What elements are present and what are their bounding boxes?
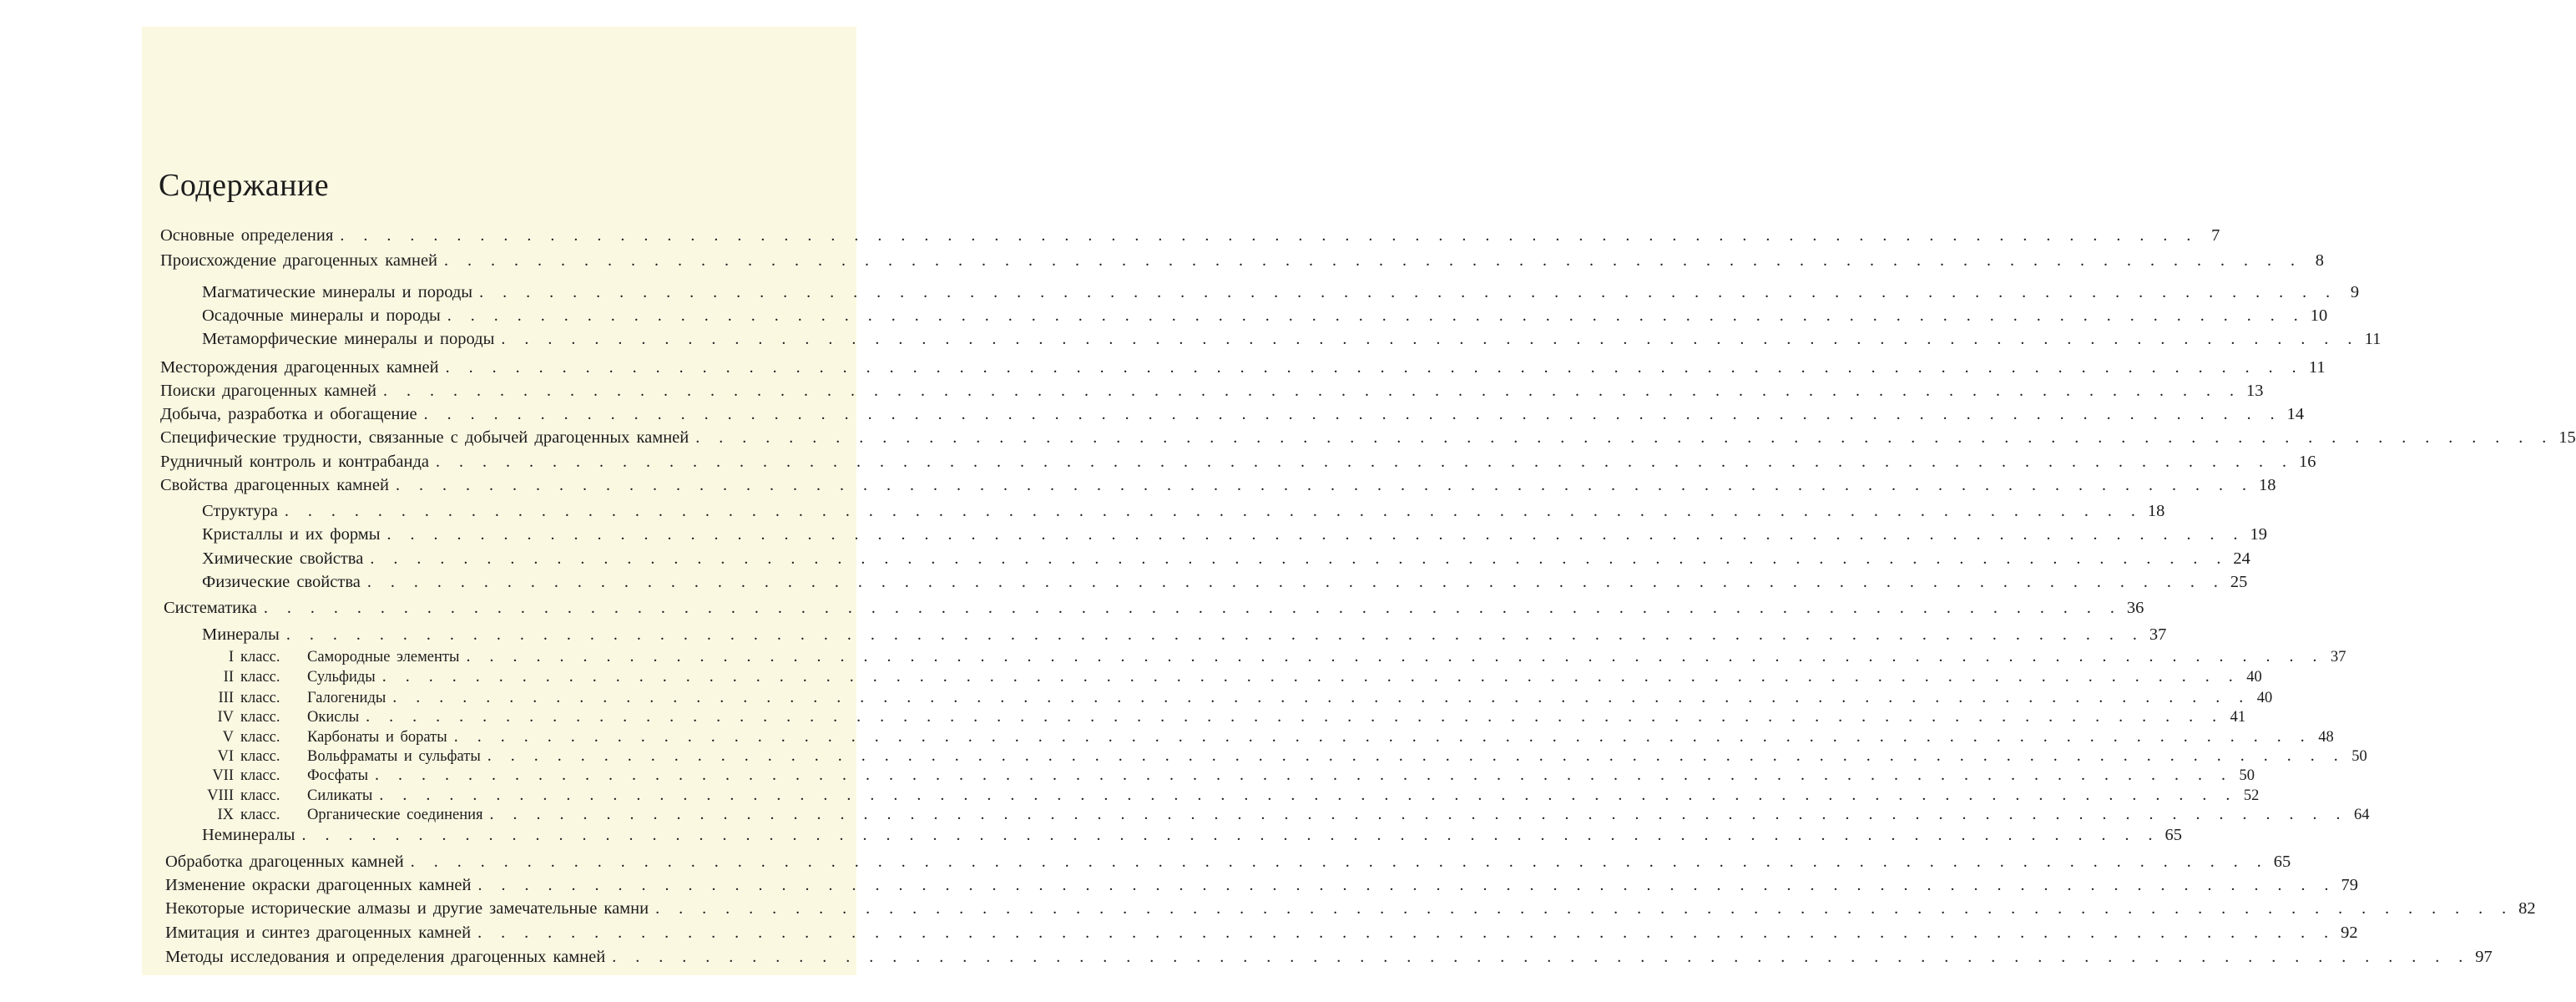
leader-dots: . . . . . . . . . . . . . . . . . . . . . . . . . . . . . . . . . . . . . . . . . . . . . . . . . . . . . . . . . . . . . . . . . . . . . . . . . . . . . . . . bbox=[284, 502, 2143, 520]
toc-entry bbox=[165, 845, 2291, 871]
toc-entry-label: Карбонаты и бораты bbox=[307, 728, 447, 746]
leader-dots: . . . . . . . . . . . . . . . . . . . . . . . . . . . . . . . . . . . . . . . . . . . . . . . . . . . . . . . . . . . . . . . . . . . . . . . . . . . . . . . . bbox=[453, 727, 2312, 746]
toc-class-word: класс. bbox=[240, 728, 280, 746]
toc-entry-label: Метаморфические минералы и породы bbox=[202, 329, 495, 348]
toc-class-word: класс. bbox=[240, 689, 280, 706]
toc-class-numeral: VIII bbox=[207, 787, 234, 804]
leader-dots: . . . . . . . . . . . . . . . . . . . . . . . . . . . . . . . . . . . . . . . . . . . . . . . . . . . . . . . . . . . . . . . . . . . . . . . . . . . . . . . . bbox=[489, 805, 2348, 823]
toc-class-word: класс. bbox=[240, 806, 280, 823]
leader-dots: . . . . . . . . . . . . . . . . . . . . . . . . . . . . . . . . . . . . . . . . . . . . . . . . . . . . . . . . . . . . . . . . . . . . . . . . . . . . . . . . bbox=[379, 786, 2238, 804]
leader-dots: . . . . . . . . . . . . . . . . . . . . . . . . . . . . . . . . . . . . . . . . . . . . . . . . . . . . . . . . . . . . . . . . . . . . . . . . . . . . . . . . bbox=[477, 924, 2336, 942]
toc-page-number: 11 bbox=[2308, 357, 2326, 377]
toc-entry-label: Самородные элементы bbox=[307, 648, 460, 665]
toc-page-number: 41 bbox=[2230, 708, 2246, 726]
toc-page-number: 18 bbox=[2258, 475, 2276, 494]
toc-page-number: 65 bbox=[2164, 825, 2182, 844]
leader-dots: . . . . . . . . . . . . . . . . . . . . . . . . . . . . . . . . . . . . . . . . . . . . . . . . . . . . . . . . . . . . . . . . . . . . . . . . . . . . . . . . bbox=[386, 525, 2245, 544]
toc-class-word: класс. bbox=[240, 787, 280, 804]
toc-entry bbox=[164, 591, 2144, 617]
leader-dots: . . . . . . . . . . . . . . . . . . . . . . . . . . . . . . . . . . . . . . . . . . . . . . . . . . . . . . . . . . . . . . . . . . . . . . . . . . . . . . . . bbox=[444, 251, 2303, 270]
toc-page-number: 15 bbox=[2558, 428, 2576, 447]
leader-dots: . . . . . . . . . . . . . . . . . . . . . . . . . . . . . . . . . . . . . . . . . . . . . . . . . . . . . . . . . . . . . . . . . . . . . . . . . . . . . . . . bbox=[366, 573, 2225, 591]
toc-entry-label: Органические соединения bbox=[307, 806, 483, 823]
leader-dots: . . . . . . . . . . . . . . . . . . . . . . . . . . . . . . . . . . . . . . . . . . . . . . . . . . . . . . . . . . . . . . . . . . . . . . . . . . . . . . . . bbox=[375, 766, 2233, 784]
toc-page-number: 25 bbox=[2230, 572, 2248, 591]
toc-page-number: 65 bbox=[2273, 852, 2291, 871]
leader-dots: . . . . . . . . . . . . . . . . . . . . . . . . . . . . . . . . . . . . . . . . . . . . . . . . . . . . . . . . . . . . . . . . . . . . . . . . . . . . . . . . bbox=[477, 876, 2336, 894]
toc-entry-label: Неминералы bbox=[202, 825, 295, 844]
toc-entry-label: Специфические трудности, связанные с добычей драгоценных камней bbox=[160, 428, 689, 447]
toc-page-number: 13 bbox=[2246, 381, 2264, 400]
toc-entry bbox=[202, 299, 2328, 325]
toc-entry bbox=[160, 374, 2264, 400]
leader-dots: . . . . . . . . . . . . . . . . . . . . . . . . . . . . . . . . . . . . . . . . . . . . . . . . . . . . . . . . . . . . . . . . . . . . . . . . . . . . . . . . bbox=[366, 707, 2225, 726]
toc-page-number: 37 bbox=[2330, 648, 2346, 665]
toc-class-word: класс. bbox=[240, 767, 280, 784]
toc-entry bbox=[202, 494, 2165, 520]
toc-page-number: 11 bbox=[2364, 329, 2382, 348]
toc-entry-label: Химические свойства bbox=[202, 549, 364, 568]
leader-dots: . . . . . . . . . . . . . . . . . . . . . . . . . . . . . . . . . . . . . . . . . . . . . . . . . . . . . . . . . . . . . . . . . . . . . . . . . . . . . . . . bbox=[487, 746, 2346, 765]
toc-entry-label: Галогениды bbox=[307, 689, 386, 706]
toc-entry bbox=[160, 351, 2326, 377]
toc-page-number: 36 bbox=[2126, 598, 2144, 617]
toc-entry-label: Фосфаты bbox=[307, 767, 368, 784]
toc-entry bbox=[202, 276, 2360, 301]
leader-dots: . . . . . . . . . . . . . . . . . . . . . . . . . . . . . . . . . . . . . . . . . . . . . . . . . . . . . . . . . . . . . . . . . . . . . . . . . . . . . . . . bbox=[612, 948, 2471, 966]
leader-dots: . . . . . . . . . . . . . . . . . . . . . . . . . . . . . . . . . . . . . . . . . . . . . . . . . . . . . . . . . . . . . . . . . . . . . . . . . . . . . . . . bbox=[381, 667, 2240, 686]
toc-entry bbox=[160, 219, 2220, 245]
toc-entry bbox=[202, 518, 2267, 544]
toc-page-number: 64 bbox=[2354, 806, 2370, 823]
leader-dots: . . . . . . . . . . . . . . . . . . . . . . . . . . . . . . . . . . . . . . . . . . . . . . . . . . . . . . . . . . . . . . . . . . . . . . . . . . . . . . . . bbox=[466, 647, 2325, 665]
toc-entry-label: Месторождения драгоценных камней bbox=[160, 357, 439, 377]
leader-dots: . . . . . . . . . . . . . . . . . . . . . . . . . . . . . . . . . . . . . . . . . . . . . . . . . . . . . . . . . . . . . . . . . . . . . . . . . . . . . . . . bbox=[423, 405, 2282, 423]
toc-entry-label: Происхождение драгоценных камней bbox=[160, 250, 438, 270]
toc-page-number: 24 bbox=[2233, 549, 2250, 568]
toc-class-numeral: IV bbox=[217, 708, 234, 726]
toc-page-number: 97 bbox=[2475, 947, 2493, 966]
toc-entry-label: Изменение окраски драгоценных камней bbox=[165, 875, 472, 894]
toc-page-number: 8 bbox=[2315, 250, 2325, 270]
toc-entry-label: Сульфиды bbox=[307, 668, 376, 686]
toc-class-numeral: I bbox=[228, 648, 234, 665]
toc-entry-label: Обработка драгоценных камней bbox=[165, 852, 404, 871]
toc-entry-label: Поиски драгоценных камней bbox=[160, 381, 377, 400]
toc-entry bbox=[165, 892, 2536, 918]
toc-entry-label: Кристаллы и их формы bbox=[202, 524, 381, 544]
toc-entry-label: Систематика bbox=[164, 598, 257, 617]
leader-dots: . . . . . . . . . . . . . . . . . . . . . . . . . . . . . . . . . . . . . . . . . . . . . . . . . . . . . . . . . . . . . . . . . . . . . . . . . . . . . . . . bbox=[301, 826, 2160, 844]
toc-entry-label: Основные определения bbox=[160, 225, 334, 245]
toc-entry-label: Некоторые исторические алмазы и другие замечательные камни bbox=[165, 898, 649, 918]
leader-dots: . . . . . . . . . . . . . . . . . . . . . . . . . . . . . . . . . . . . . . . . . . . . . . . . . . . . . . . . . . . . . . . . . . . . . . . . . . . . . . . . bbox=[340, 226, 2199, 245]
toc-entry bbox=[165, 940, 2493, 966]
toc-page-number: 10 bbox=[2310, 306, 2328, 325]
toc-entry bbox=[165, 868, 2358, 894]
leader-dots: . . . . . . . . . . . . . . . . . . . . . . . . . . . . . . . . . . . . . . . . . . . . . . . . . . . . . . . . . . . . . . . . . . . . . . . . . . . . . . . . bbox=[395, 476, 2254, 494]
toc-page-number: 16 bbox=[2299, 452, 2316, 471]
toc-page-number: 14 bbox=[2286, 404, 2305, 423]
toc-class-word: класс. bbox=[240, 708, 280, 726]
toc-entry bbox=[202, 542, 2250, 568]
toc-class-numeral: VII bbox=[212, 767, 234, 784]
toc-class-numeral: II bbox=[223, 668, 234, 686]
toc-entry bbox=[202, 818, 2182, 844]
toc-entry bbox=[160, 421, 2576, 447]
toc-page-number: 19 bbox=[2250, 524, 2267, 544]
toc-entry-label: Магматические минералы и породы bbox=[202, 282, 473, 301]
toc-entry-label: Физические свойства bbox=[202, 572, 361, 591]
toc-entry bbox=[202, 322, 2382, 348]
toc-page-number: 50 bbox=[2351, 747, 2367, 765]
toc-page-number: 40 bbox=[2246, 668, 2262, 686]
toc-page-number: 48 bbox=[2318, 728, 2334, 746]
leader-dots: . . . . . . . . . . . . . . . . . . . . . . . . . . . . . . . . . . . . . . . . . . . . . . . . . . . . . . . . . . . . . . . . . . . . . . . . . . . . . . . . bbox=[695, 428, 2554, 447]
toc-entry bbox=[202, 565, 2248, 591]
toc-entry-label: Осадочные минералы и породы bbox=[202, 306, 441, 325]
toc-entry-label: Имитация и синтез драгоценных камней bbox=[165, 923, 472, 942]
toc-page-number: 40 bbox=[2256, 689, 2273, 706]
toc-entry-label: Окислы bbox=[307, 708, 360, 726]
toc-entry-label: Силикаты bbox=[307, 787, 373, 804]
toc-entry-label: Вольфраматы и сульфаты bbox=[307, 747, 481, 765]
leader-dots: . . . . . . . . . . . . . . . . . . . . . . . . . . . . . . . . . . . . . . . . . . . . . . . . . . . . . . . . . . . . . . . . . . . . . . . . . . . . . . . . bbox=[263, 599, 2122, 617]
toc-entry-label: Свойства драгоценных камней bbox=[160, 475, 389, 494]
toc-entry-label: Минералы bbox=[202, 625, 280, 644]
toc-page-number: 37 bbox=[2149, 625, 2167, 644]
leader-dots: . . . . . . . . . . . . . . . . . . . . . . . . . . . . . . . . . . . . . . . . . . . . . . . . . . . . . . . . . . . . . . . . . . . . . . . . . . . . . . . . bbox=[370, 549, 2229, 568]
toc-entry bbox=[165, 916, 2358, 942]
toc-class-numeral: IX bbox=[217, 806, 234, 823]
toc-class-word: класс. bbox=[240, 648, 280, 665]
toc-entry bbox=[160, 445, 2316, 471]
leader-dots: . . . . . . . . . . . . . . . . . . . . . . . . . . . . . . . . . . . . . . . . . . . . . . . . . . . . . . . . . . . . . . . . . . . . . . . . . . . . . . . . bbox=[479, 283, 2338, 301]
toc-class-word: класс. bbox=[240, 747, 280, 765]
leader-dots: . . . . . . . . . . . . . . . . . . . . . . . . . . . . . . . . . . . . . . . . . . . . . . . . . . . . . . . . . . . . . . . . . . . . . . . . . . . . . . . . bbox=[655, 899, 2514, 918]
toc-entry-label: Методы исследования и определения драгоценных камней bbox=[165, 947, 606, 966]
leader-dots: . . . . . . . . . . . . . . . . . . . . . . . . . . . . . . . . . . . . . . . . . . . . . . . . . . . . . . . . . . . . . . . . . . . . . . . . . . . . . . . . bbox=[285, 625, 2144, 644]
toc-page-number: 18 bbox=[2147, 501, 2165, 520]
toc-entry-label: Структура bbox=[202, 501, 278, 520]
toc-page-number: 7 bbox=[2211, 225, 2220, 245]
leader-dots: . . . . . . . . . . . . . . . . . . . . . . . . . . . . . . . . . . . . . . . . . . . . . . . . . . . . . . . . . . . . . . . . . . . . . . . . . . . . . . . . bbox=[410, 853, 2269, 871]
leader-dots: . . . . . . . . . . . . . . . . . . . . . . . . . . . . . . . . . . . . . . . . . . . . . . . . . . . . . . . . . . . . . . . . . . . . . . . . . . . . . . . . bbox=[392, 688, 2251, 706]
toc-entry bbox=[160, 244, 2325, 270]
toc-entry-label: Добыча, разработка и обогащение bbox=[160, 404, 417, 423]
toc-entry bbox=[160, 468, 2276, 494]
toc-class-word: класс. bbox=[240, 668, 280, 686]
toc-page-number: 9 bbox=[2350, 282, 2360, 301]
toc-page-number: 92 bbox=[2341, 923, 2358, 942]
toc-entry bbox=[160, 397, 2305, 423]
leader-dots: . . . . . . . . . . . . . . . . . . . . . . . . . . . . . . . . . . . . . . . . . . . . . . . . . . . . . . . . . . . . . . . . . . . . . . . . . . . . . . . . bbox=[383, 382, 2242, 400]
toc-page-number: 79 bbox=[2341, 875, 2358, 894]
toc-class-numeral: V bbox=[222, 728, 234, 746]
toc-page-number: 52 bbox=[2243, 787, 2260, 804]
page-title: Содержание bbox=[159, 168, 330, 203]
leader-dots: . . . . . . . . . . . . . . . . . . . . . . . . . . . . . . . . . . . . . . . . . . . . . . . . . . . . . . . . . . . . . . . . . . . . . . . . . . . . . . . . bbox=[447, 306, 2306, 325]
leader-dots: . . . . . . . . . . . . . . . . . . . . . . . . . . . . . . . . . . . . . . . . . . . . . . . . . . . . . . . . . . . . . . . . . . . . . . . . . . . . . . . . bbox=[436, 453, 2294, 471]
toc-page-number: 50 bbox=[2239, 767, 2255, 784]
toc-page-number: 82 bbox=[2518, 898, 2536, 918]
toc-class-numeral: III bbox=[218, 689, 234, 706]
leader-dots: . . . . . . . . . . . . . . . . . . . . . . . . . . . . . . . . . . . . . . . . . . . . . . . . . . . . . . . . . . . . . . . . . . . . . . . . . . . . . . . . bbox=[445, 358, 2304, 377]
toc-class-numeral: VI bbox=[217, 747, 234, 765]
toc-entry-label: Рудничный контроль и контрабанда bbox=[160, 452, 429, 471]
leader-dots: . . . . . . . . . . . . . . . . . . . . . . . . . . . . . . . . . . . . . . . . . . . . . . . . . . . . . . . . . . . . . . . . . . . . . . . . . . . . . . . . bbox=[501, 330, 2360, 348]
